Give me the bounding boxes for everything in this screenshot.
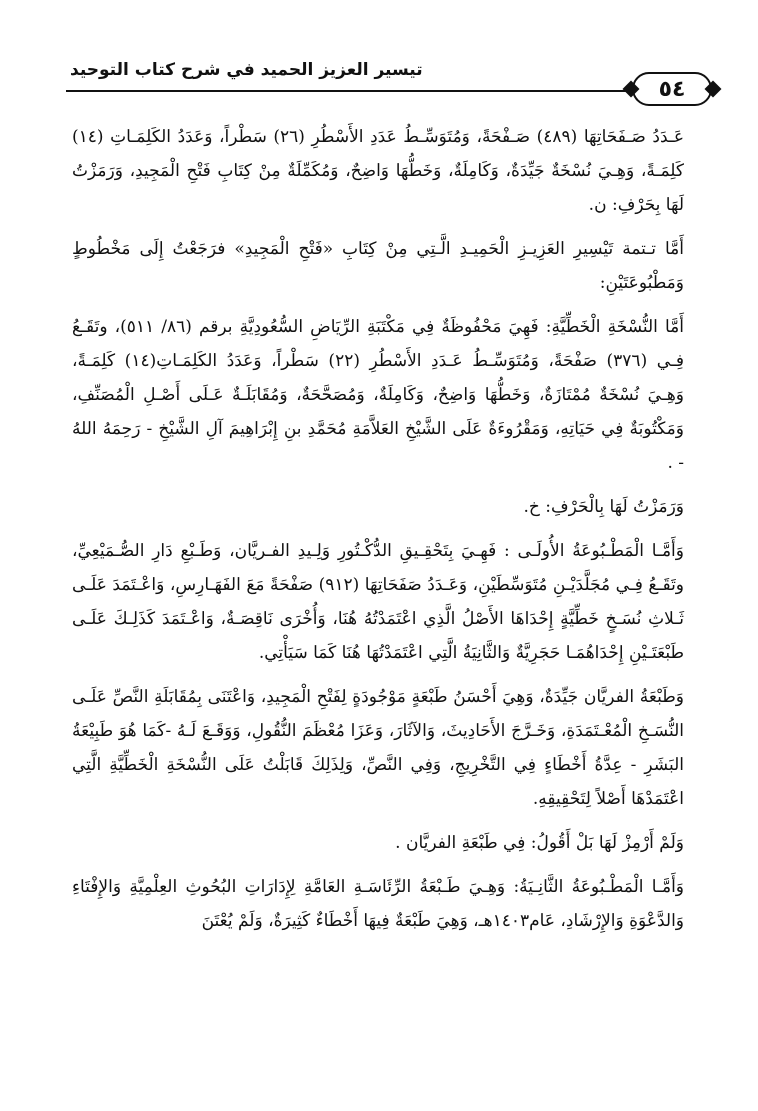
page-number: ٥٤ — [658, 76, 686, 102]
running-title: تيسير العزيز الحميد في شرح كتاب التوحيد — [70, 60, 423, 80]
page-header — [40, 52, 716, 104]
paragraph-no-symbol: وَلَمْ أَرْمِزْ لَهَا بَلْ أَقُولُ: فِي طَبْعَةِ الفريَّان . — [395, 833, 684, 853]
paragraph-symbol-kha: وَرَمَزْتُ لَهَا بِالْحَرْفِ: خ. — [523, 497, 684, 517]
paragraph-first-edition-notes: وَطَبْعَةُ الفريَّان جَيِّدَةٌ، وَهِيَ أَحْسَنُ طَبْعَةٍ مَوْجُودَةٍ لِفَتْحِ الْمَجِيدِ، وَاعْتَنَى بِمُقَابَلَةِ النَّصِّ عَلَـى النُّسَـخِ الْمُعْـتَمَدَةِ، وَخَـرَّجَ الأَحَادِيثَ، وَالآثَارَ، وَعَزَا مُعْظَمَ النُّقُولِ، وَوَقَـعَ لَـهُ -كَمَا هُوَ طَبِيْعَةُ البَشَرِ - عِدَّةُ أَخْطَاءٍ فِي التَّخْرِيجِ، وَفِي النَّصِّ، وَلِذَلِكَ قَابَلْتُ عَلَى النُّسْخَةِ الْخَطِّيَّةِ الَّتِي اعْتَمَدْهَا أَصْلاً لِتَحْقِيقِهِ. — [72, 687, 684, 809]
paragraph-first-edition: وَأَمَّـا الْمَطْـبُوعَةُ الأُولَـى : فَهِـيَ بِتَحْقِـيقِ الدُّكْـتُورِ وَلِـيدِ الفـريَّان، وَطَـبْعِ دَارِ الصُّـمَيْعِيِّ، وتَقَـعُ فِـي مُجَلَّدَيْـنِ مُتَوَسِّطَيْنِ، وَعَـدَدُ صَفَحَاتِهَا (٩١٢) صَفْحَةً مَعَ الفَهَـارِسِ، وَاعْـتَمَدَ عَلَـى ثَـلاثِ نُسَـخٍ خَطِّيَّةٍ إِحْدَاهَا الأَصْلُ الَّذِي اعْتَمَدْتُهُ هُنَا، وَأُخْرَى نَاقِصَـةٌ، وَاعْـتَمَدَ كَذَلِـكَ عَلَـى طَبْعَتَـيْنِ إِحْدَاهُمَـا حَجَرِيَّةٌ وَالثَّانِيَةُ الَّتِي اعْتَمَدْتُهَا هُنَا كَمَا سَيَأْتِي. — [72, 541, 685, 663]
paragraph-sources-intro: أَمَّا تـتمة تَيْسِيرِ العَزِيـزِ الْحَمِيـدِ الَّـتِي مِنْ كِتَابِ «فَتْحِ الْمَجِيدِ» فرَجَعْتُ إِلَى مَخْطُوطٍ وَمَطْبُوعَتَيْنِ: — [72, 239, 684, 293]
paragraph-second-edition: وَأَمَّـا الْمَطْـبُوعَةُ الثَّانِـيَةُ: وَهِـيَ طَـبْعَةُ الرِّئَاسَـةِ العَامَّةِ لِإِدَارَاتِ البُحُوثِ العِلْمِيَّةِ وَالإِفْتَاءِ وَالدَّعْوَةِ وَالإِرْشَادِ، عَام١٤٠٣هـ، وَهِيَ طَبْعَةٌ فِيهَا أَخْطَاءٌ كَثِيرَةٌ، وَلَمْ يُعْتَنَ — [72, 877, 684, 931]
page-body — [72, 120, 684, 948]
header-rule — [66, 90, 656, 92]
paragraph-manuscript-copy: أَمَّا النُّسْخَةِ الْخَطِّيَّةِ: فَهِيَ مَحْفُوظَةٌ فِي مَكْتَبَةِ الرِّيَاضِ السُّعُودِيَّةِ برقم (٨٦/ ٥١١)، وتَقَـعُ فِـي (٣٧٦) صَفْحَةً، وَمُتَوَسِّـطُ عَـدَدِ الأَسْطُرِ (٢٢) سَطْراً، وَعَدَدُ الكَلِمَـاتِ(١٤) كَلِمَـةً، وَهِـيَ نُسْخَةٌ مُمْتَازَةٌ، وَخَطُّهَا وَاضِحٌ، وَكَامِلَةٌ، وَمُصَحَّحَةٌ، وَمُقَابَلَـةٌ عَـلَى أَصْـلِ الْمُصَنِّفِ، وَمَكْتُوبَةٌ فِي حَيَاتِهِ، وَمَقْرُوءَةٌ عَلَى الشَّيْخِ العَلاَّمَةِ مُحَمَّدِ بنِ إِبْرَاهِيمَ آلِ الشَّيْخِ - رَحِمَهُ اللهُ - . — [72, 317, 685, 473]
page-number-badge — [632, 72, 712, 106]
paragraph-manuscript-stats: عَـدَدُ صَـفَحَاتِهَا (٤٨٩) صَـفْحَةً، وَمُتَوَسِّـطُ عَدَدِ الأَسْطُرِ (٢٦) سَطْراً، وَعَدَدُ الكَلِمَـاتِ (١٤) كَلِمَـةً، وَهِـيَ نُسْخَةٌ جَيِّدَةٌ، وَكَامِلَةٌ، وَخَطُّهَا وَاضِحٌ، وَمُكَمِّلَةٌ مِنْ كِتَابِ فَتْحِ الْمَجِيدِ، وَرَمَزْتُ لَهَا بِحَرْفِ: ن. — [72, 127, 684, 215]
